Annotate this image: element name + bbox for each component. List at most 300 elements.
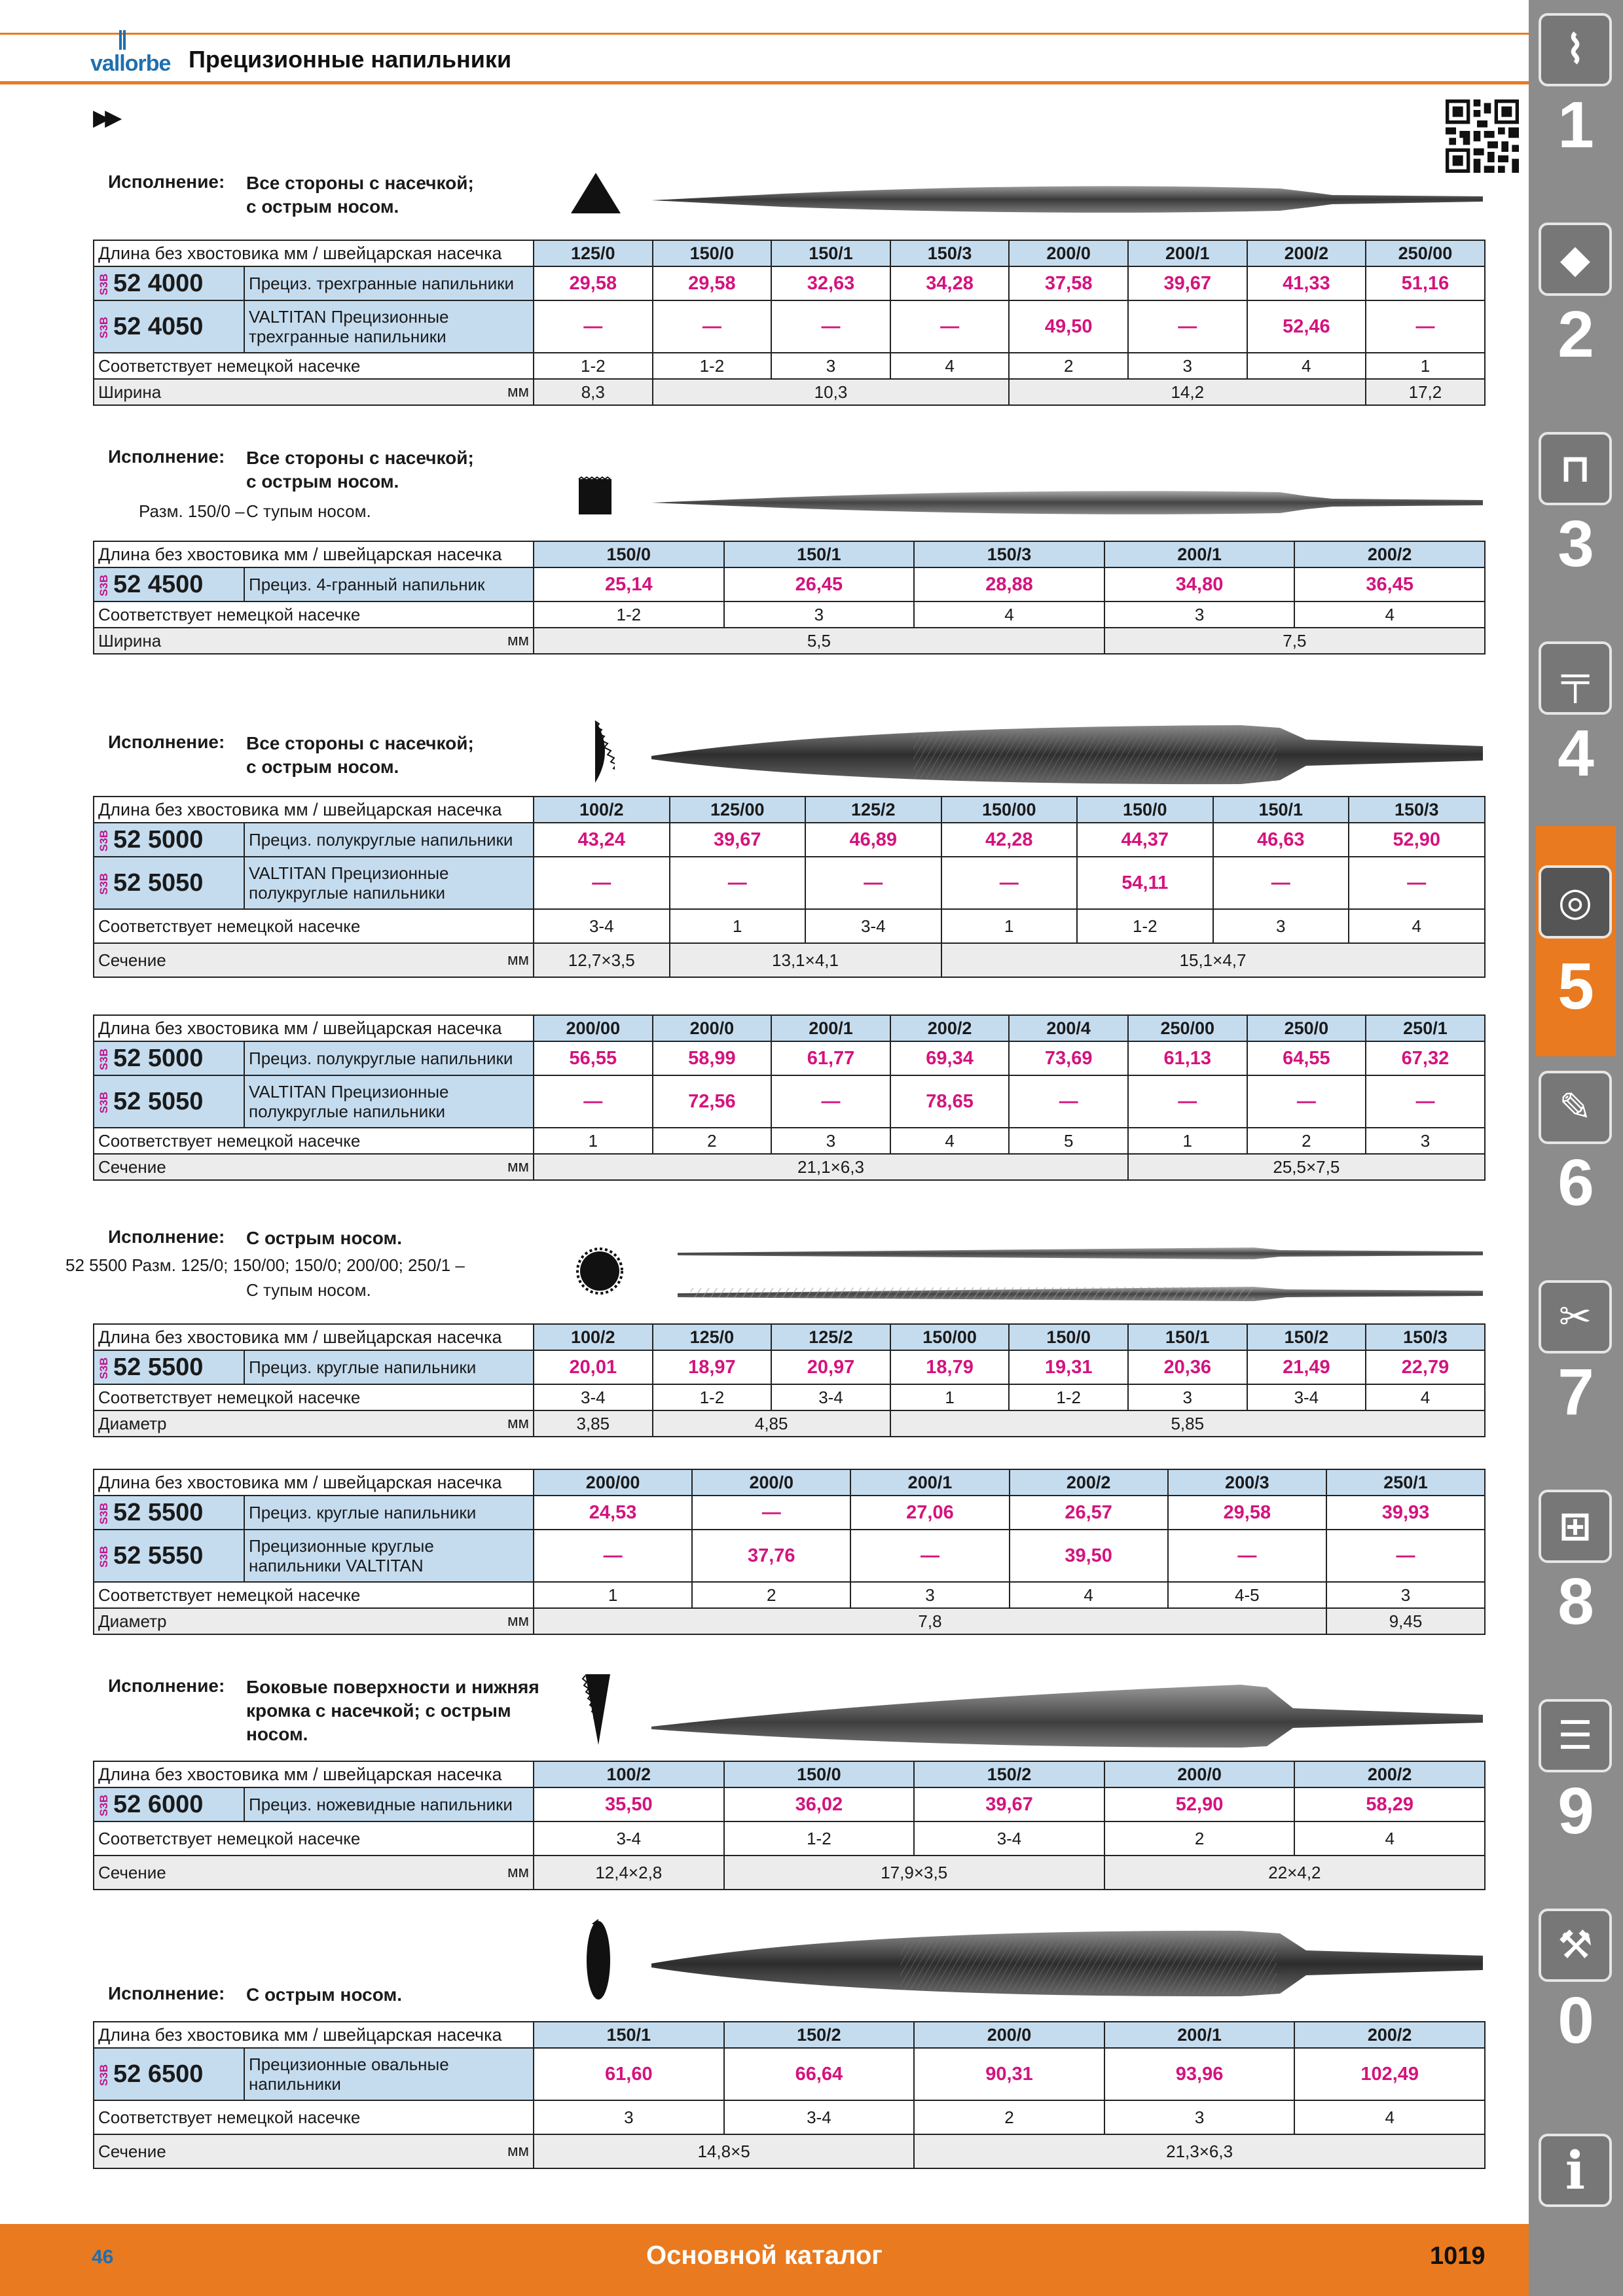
product-name: Прецизионные овальные напильники [244, 2048, 534, 2100]
category-tab-9[interactable]: ☰ 9 [1536, 1693, 1616, 1889]
category-tab-5[interactable]: ◎ 5 [1536, 826, 1616, 1056]
article-number[interactable]: S3B 52 5550 [94, 1530, 244, 1582]
german-cut-label: Соответствует немецкой насечке [94, 2100, 534, 2134]
price-cell: 46,89 [805, 823, 941, 857]
german-cut-value: 4 [1294, 1821, 1485, 1856]
article-number[interactable]: S3B 52 5050 [94, 1075, 244, 1128]
dimension-value: 5,5 [534, 628, 1104, 654]
category-tab-info[interactable] [1536, 2127, 1616, 2225]
german-cut-value: 4 [890, 353, 1010, 379]
size-cell: 200/2 [1010, 1469, 1168, 1496]
german-cut-label: Соответствует немецкой насечке [94, 1384, 534, 1410]
product-name: VALTITAN Прецизионные полукруглые напильники [244, 1075, 534, 1128]
price-cell: 32,63 [771, 266, 890, 300]
price-cell: 29,58 [653, 266, 772, 300]
german-cut-value: 3 [1326, 1582, 1485, 1608]
dimension-label: Сечение [94, 1154, 475, 1180]
size-cell: 250/00 [1128, 1015, 1247, 1041]
article-number[interactable]: S3B 52 4500 [94, 567, 244, 601]
german-cut-value: 2 [1247, 1128, 1366, 1154]
size-cell: 250/1 [1326, 1469, 1485, 1496]
price-cell: 39,67 [670, 823, 806, 857]
size-cell: 200/1 [771, 1015, 890, 1041]
product-name: VALTITAN Прецизионные трехгранные напильники [244, 300, 534, 353]
oval-profile-icon [581, 1918, 615, 2003]
square-file-image [651, 483, 1483, 522]
category-tab-4[interactable]: ╤ 4 [1536, 635, 1616, 831]
german-cut-value: 3 [1104, 601, 1295, 628]
price-cell: 29,58 [1168, 1496, 1326, 1530]
price-cell: — [1128, 300, 1247, 353]
price-cell: 54,11 [1077, 857, 1213, 909]
german-cut-value: 1 [890, 1384, 1010, 1410]
german-cut-value: 1 [534, 1582, 692, 1608]
price-cell: 44,37 [1077, 823, 1213, 857]
size-cell: 200/2 [1294, 2022, 1485, 2048]
german-cut-value: 1 [941, 909, 1078, 943]
german-cut-label: Соответствует немецкой насечке [94, 909, 534, 943]
size-cell: 150/1 [771, 240, 890, 266]
german-cut-value: 2 [914, 2100, 1104, 2134]
german-cut-value: 3 [1128, 1384, 1247, 1410]
price-cell: — [1128, 1075, 1247, 1128]
length-header: Длина без хвостовика мм / швейцарская насечка [94, 1761, 534, 1787]
product-name: Прециз. трехгранные напильники [244, 266, 534, 300]
spec-label: Исполнение: [108, 446, 225, 467]
article-number[interactable]: S3B 52 5000 [94, 1041, 244, 1075]
german-cut-value: 3 [534, 2100, 724, 2134]
german-cut-value: 3 [724, 601, 915, 628]
product-name: Прециз. 4-гранный напильник [244, 567, 534, 601]
size-cell: 150/3 [890, 240, 1010, 266]
product-name: Прециз. полукруглые напильники [244, 823, 534, 857]
price-cell: 20,97 [771, 1350, 890, 1384]
price-cell: 61,13 [1128, 1041, 1247, 1075]
price-cell: — [534, 300, 653, 353]
price-cell: 49,50 [1009, 300, 1128, 353]
price-cell: 20,01 [534, 1350, 653, 1384]
price-cell: 39,50 [1010, 1530, 1168, 1582]
cabinet-icon: ☰ [1539, 1699, 1612, 1772]
price-cell: 26,45 [724, 567, 915, 601]
page-number-left: 46 [92, 2246, 114, 2268]
german-cut-value: 4 [914, 601, 1104, 628]
size-cell: 200/1 [1128, 240, 1247, 266]
price-cell: 78,65 [890, 1075, 1010, 1128]
price-cell: 61,60 [534, 2048, 724, 2100]
category-tab-0[interactable]: ⚒ 0 [1536, 1902, 1616, 2098]
price-cell: 72,56 [653, 1075, 772, 1128]
german-cut-value: 4 [1366, 1384, 1485, 1410]
unit-label: мм [475, 2134, 534, 2168]
footer-title: Основной каталог [646, 2241, 883, 2270]
size-cell: 200/2 [1247, 240, 1366, 266]
size-cell: 100/2 [534, 1324, 653, 1350]
size-cell: 150/3 [1366, 1324, 1485, 1350]
price-cell: — [771, 1075, 890, 1128]
spec-text: С острым носом. [246, 1984, 402, 2005]
price-cell: 93,96 [1104, 2048, 1295, 2100]
price-cell: 18,97 [653, 1350, 772, 1384]
safety-gear-icon: ⚒ [1539, 1909, 1612, 1982]
size-cell: 150/0 [724, 1761, 915, 1787]
german-cut-value: 1-2 [534, 601, 724, 628]
insert-icon: ◆ [1539, 223, 1612, 296]
german-cut-value: 4 [1010, 1582, 1168, 1608]
spec-text: С острым носом. [246, 1228, 402, 1248]
price-cell: 35,50 [534, 1787, 724, 1821]
article-number[interactable]: S3B 52 5000 [94, 823, 244, 857]
price-cell: 39,67 [1128, 266, 1247, 300]
price-table-525500-b [93, 1469, 1486, 1635]
spec-text: Все стороны с насечкой; с острым носом. [246, 448, 474, 492]
size-cell: 250/0 [1247, 1015, 1366, 1041]
size-cell: 200/2 [1294, 541, 1485, 567]
price-cell: 24,53 [534, 1496, 692, 1530]
caliper-icon: ╤ [1539, 641, 1612, 715]
spec-label: Исполнение: [108, 171, 225, 192]
dimension-label: Диаметр [94, 1410, 475, 1437]
category-tab-7[interactable]: ✂ 7 [1536, 1274, 1616, 1470]
size-cell: 150/1 [534, 2022, 724, 2048]
dimension-value: 14,8×5 [534, 2134, 914, 2168]
triangle-profile-icon [570, 170, 622, 216]
price-cell: 25,14 [534, 567, 724, 601]
size-cell: 125/2 [771, 1324, 890, 1350]
article-number[interactable]: S3B 52 6500 [94, 2048, 244, 2100]
dimension-value: 5,85 [890, 1410, 1485, 1437]
size-cell: 125/00 [670, 797, 806, 823]
price-cell: — [1366, 1075, 1485, 1128]
dimension-value: 15,1×4,7 [941, 943, 1485, 977]
size-cell: 200/0 [692, 1469, 850, 1496]
header-top-rule [0, 33, 1529, 35]
round-files-image [678, 1241, 1483, 1306]
price-cell: 56,55 [534, 1041, 653, 1075]
drill-bit-icon: ⌇ [1539, 13, 1612, 86]
product-name: Прециз. круглые напильники [244, 1350, 534, 1384]
size-cell: 150/0 [1009, 1324, 1128, 1350]
german-cut-value: 3-4 [805, 909, 941, 943]
price-cell: — [1168, 1530, 1326, 1582]
dimension-value: 9,45 [1326, 1608, 1485, 1634]
article-number[interactable]: S3B 52 6000 [94, 1787, 244, 1821]
dimension-value: 17,2 [1366, 379, 1485, 405]
product-name: VALTITAN Прецизионные полукруглые напильники [244, 857, 534, 909]
price-cell: — [771, 300, 890, 353]
article-number[interactable]: S3B 52 4000 [94, 266, 244, 300]
price-cell: 41,33 [1247, 266, 1366, 300]
german-cut-value: 4 [1294, 2100, 1485, 2134]
forward-arrows-icon: ▶▶ [93, 105, 117, 130]
category-tab-6[interactable]: ✎ 6 [1536, 1064, 1616, 1261]
dimension-label: Сечение [94, 2134, 475, 2168]
price-cell: 39,93 [1326, 1496, 1485, 1530]
info-icon: i [1539, 2134, 1612, 2207]
german-cut-value: 1 [1128, 1128, 1247, 1154]
price-cell: 73,69 [1009, 1041, 1128, 1075]
article-number[interactable]: S3B 52 5500 [94, 1350, 244, 1384]
price-cell: — [1366, 300, 1485, 353]
dimension-value: 12,4×2,8 [534, 1856, 724, 1890]
price-table-525000-a [93, 796, 1486, 978]
size-cell: 150/1 [724, 541, 915, 567]
german-cut-value: 2 [653, 1128, 772, 1154]
price-cell: 90,31 [914, 2048, 1104, 2100]
price-cell: 52,46 [1247, 300, 1366, 353]
german-cut-value: 4 [1349, 909, 1485, 943]
dimension-label: Диаметр [94, 1608, 475, 1634]
half-round-file-image [651, 720, 1483, 792]
size-cell: 150/3 [1349, 797, 1485, 823]
price-cell: — [534, 1530, 692, 1582]
price-cell: — [941, 857, 1078, 909]
header-rule [0, 81, 1529, 84]
german-cut-value: 4 [1247, 353, 1366, 379]
size-cell: 200/1 [1104, 2022, 1295, 2048]
spec-label: Исполнение: [108, 1676, 225, 1696]
dimension-label: Ширина [94, 628, 475, 654]
german-cut-value: 2 [1009, 353, 1128, 379]
page-number-right: 1019 [1430, 2242, 1486, 2270]
price-cell: — [805, 857, 941, 909]
size-cell: 150/0 [534, 541, 724, 567]
price-cell: 102,49 [1294, 2048, 1485, 2100]
price-cell: 28,88 [914, 567, 1104, 601]
article-number[interactable]: S3B 52 4050 [94, 300, 244, 353]
price-cell: 34,28 [890, 266, 1010, 300]
spec-note: С тупым носом. [246, 1280, 371, 1300]
price-cell: — [534, 1075, 653, 1128]
dimension-value: 7,5 [1104, 628, 1485, 654]
spec-label: Исполнение: [108, 1983, 225, 2003]
unit-label: мм [475, 1410, 534, 1437]
price-cell: — [890, 300, 1010, 353]
length-header: Длина без хвостовика мм / швейцарская насечка [94, 1324, 534, 1350]
dimension-value: 3,85 [534, 1410, 653, 1437]
price-cell: 58,99 [653, 1041, 772, 1075]
size-cell: 150/0 [653, 240, 772, 266]
german-cut-label: Соответствует немецкой насечке [94, 1128, 534, 1154]
german-cut-label: Соответствует немецкой насечке [94, 1582, 534, 1608]
knife-file-image [651, 1682, 1483, 1754]
dimension-value: 12,7×3,5 [534, 943, 670, 977]
size-cell: 150/00 [941, 797, 1078, 823]
size-cell: 150/3 [914, 541, 1104, 567]
german-cut-value: 1-2 [534, 353, 653, 379]
price-cell: 37,58 [1009, 266, 1128, 300]
price-cell: 46,63 [1213, 823, 1349, 857]
price-cell: — [850, 1530, 1009, 1582]
price-cell: — [1213, 857, 1349, 909]
price-cell: 29,58 [534, 266, 653, 300]
unit-label: мм [475, 943, 534, 977]
price-cell: 61,77 [771, 1041, 890, 1075]
german-cut-value: 4 [890, 1128, 1010, 1154]
dimension-value: 21,3×6,3 [914, 2134, 1485, 2168]
price-cell: 66,64 [724, 2048, 915, 2100]
size-cell: 150/2 [914, 1761, 1104, 1787]
category-tab-2[interactable]: ◆ 2 [1536, 216, 1616, 412]
price-cell: — [534, 857, 670, 909]
size-cell: 200/2 [890, 1015, 1010, 1041]
price-cell: 52,90 [1104, 1787, 1295, 1821]
size-cell: 200/2 [1294, 1761, 1485, 1787]
price-cell: 36,45 [1294, 567, 1485, 601]
dimension-value: 25,5×7,5 [1128, 1154, 1485, 1180]
german-cut-value: 3 [850, 1582, 1009, 1608]
size-cell: 125/2 [805, 797, 941, 823]
size-cell: 200/00 [534, 1015, 653, 1041]
triangular-file-image [651, 177, 1483, 223]
price-cell: 22,79 [1366, 1350, 1485, 1384]
price-cell: 51,16 [1366, 266, 1485, 300]
price-cell: — [1326, 1530, 1485, 1582]
price-cell: 21,49 [1247, 1350, 1366, 1384]
german-cut-value: 1-2 [724, 1821, 915, 1856]
price-table-526000 [93, 1761, 1486, 1890]
size-cell: 150/1 [1128, 1324, 1247, 1350]
german-cut-value: 1 [1366, 353, 1485, 379]
german-cut-label: Соответствует немецкой насечке [94, 601, 534, 628]
price-cell: — [1247, 1075, 1366, 1128]
german-cut-value: 5 [1009, 1128, 1128, 1154]
dimension-value: 7,8 [534, 1608, 1326, 1634]
dimension-value: 22×4,2 [1104, 1856, 1485, 1890]
spec-note-label: 52 5500 Разм. 125/0; 150/00; 150/0; 200/00; 250/1 – [65, 1255, 465, 1275]
price-cell: 18,79 [890, 1350, 1010, 1384]
german-cut-value: 3 [1128, 353, 1247, 379]
spec-text: Все стороны с насечкой; с острым носом. [246, 173, 474, 217]
dimension-value: 10,3 [653, 379, 1010, 405]
price-cell: 27,06 [850, 1496, 1009, 1530]
size-cell: 125/0 [534, 240, 653, 266]
size-cell: 200/0 [1009, 240, 1128, 266]
square-profile-icon [576, 476, 614, 517]
tool-holder-icon: ⊓ [1539, 432, 1612, 505]
german-cut-value: 3-4 [1247, 1384, 1366, 1410]
german-cut-value: 1 [534, 1128, 653, 1154]
german-cut-value: 1 [670, 909, 806, 943]
spec-note-label: Разм. 150/0 – [139, 501, 245, 521]
spec-text: Боковые поверхности и нижняя кромка с насечкой; с острым носом. [246, 1677, 539, 1744]
price-cell: — [1009, 1075, 1128, 1128]
size-cell: 200/1 [850, 1469, 1009, 1496]
size-cell: 150/1 [1213, 797, 1349, 823]
german-cut-value: 3-4 [534, 909, 670, 943]
unit-label: мм [475, 1856, 534, 1890]
price-cell: 43,24 [534, 823, 670, 857]
german-cut-value: 3-4 [534, 1821, 724, 1856]
length-header: Длина без хвостовика мм / швейцарская насечка [94, 2022, 534, 2048]
german-cut-value: 3-4 [771, 1384, 890, 1410]
dimension-value: 4,85 [653, 1410, 890, 1437]
article-number[interactable]: S3B 52 5050 [94, 857, 244, 909]
length-header: Длина без хвостовика мм / швейцарская насечка [94, 541, 534, 567]
unit-label: мм [475, 379, 534, 405]
category-tab-3[interactable]: ⊓ 3 [1536, 425, 1616, 622]
german-cut-value: 1-2 [1009, 1384, 1128, 1410]
price-table-524500 [93, 541, 1486, 655]
price-cell: 37,76 [692, 1530, 850, 1582]
size-cell: 200/0 [1104, 1761, 1295, 1787]
product-name: Прециз. круглые напильники [244, 1496, 534, 1530]
price-table-526500 [93, 2021, 1486, 2169]
dimension-value: 13,1×4,1 [670, 943, 941, 977]
german-cut-value: 1-2 [1077, 909, 1213, 943]
round-profile-icon [576, 1247, 623, 1295]
german-cut-value: 3-4 [914, 1821, 1104, 1856]
unit-label: мм [475, 628, 534, 654]
dimension-value: 14,2 [1009, 379, 1366, 405]
size-cell: 150/2 [1247, 1324, 1366, 1350]
saw-disc-icon: ◎ [1539, 865, 1612, 939]
size-cell: 200/0 [914, 2022, 1104, 2048]
article-number[interactable]: S3B 52 5500 [94, 1496, 244, 1530]
length-header: Длина без хвостовика мм / швейцарская насечка [94, 240, 534, 266]
price-cell: 26,57 [1010, 1496, 1168, 1530]
workbench-icon: ⊞ [1539, 1490, 1612, 1563]
length-header: Длина без хвостовика мм / швейцарская насечка [94, 1469, 534, 1496]
unit-label: мм [475, 1154, 534, 1180]
oval-file-image [651, 1924, 1483, 2003]
price-cell: — [670, 857, 806, 909]
price-cell: 36,02 [724, 1787, 915, 1821]
unit-label: мм [475, 1608, 534, 1634]
price-table-525500-a [93, 1323, 1486, 1437]
german-cut-value: 4-5 [1168, 1582, 1326, 1608]
product-name: Прецизионные круглые напильники VALTITAN [244, 1530, 534, 1582]
half-round-profile-icon [586, 719, 615, 784]
size-cell: 250/1 [1366, 1015, 1485, 1041]
category-tab-8[interactable]: ⊞ 8 [1536, 1483, 1616, 1679]
german-cut-label: Соответствует немецкой насечке [94, 1821, 534, 1856]
price-cell: 34,80 [1104, 567, 1295, 601]
dimension-value: 17,9×3,5 [724, 1856, 1104, 1890]
price-cell: 19,31 [1009, 1350, 1128, 1384]
german-cut-value: 2 [1104, 1821, 1295, 1856]
qr-code-icon[interactable] [1446, 99, 1519, 173]
german-cut-value: 3 [1213, 909, 1349, 943]
dimension-value: 8,3 [534, 379, 653, 405]
german-cut-value: 1-2 [653, 1384, 772, 1410]
price-cell: 52,90 [1349, 823, 1485, 857]
size-cell: 200/1 [1104, 541, 1295, 567]
dimension-label: Сечение [94, 943, 475, 977]
dimension-label: Ширина [94, 379, 475, 405]
product-name: Прециз. ножевидные напильники [244, 1787, 534, 1821]
german-cut-value: 4 [1294, 601, 1485, 628]
vallorbe-logo: vallorbe [90, 30, 179, 80]
spec-note: С тупым носом. [246, 501, 371, 521]
german-cut-value: 2 [692, 1582, 850, 1608]
price-cell: 64,55 [1247, 1041, 1366, 1075]
price-cell: — [1349, 857, 1485, 909]
size-cell: 150/2 [724, 2022, 915, 2048]
german-cut-value: 3 [771, 353, 890, 379]
german-cut-label: Соответствует немецкой насечке [94, 353, 534, 379]
german-cut-value: 3 [771, 1128, 890, 1154]
price-cell: 42,28 [941, 823, 1078, 857]
price-cell: — [653, 300, 772, 353]
category-tab-1[interactable]: ⌇ 1 [1536, 7, 1616, 203]
length-header: Длина без хвостовика мм / швейцарская насечка [94, 1015, 534, 1041]
german-cut-value: 3 [1104, 2100, 1295, 2134]
dimension-label: Сечение [94, 1856, 475, 1890]
price-cell: 69,34 [890, 1041, 1010, 1075]
knife-profile-icon [581, 1673, 614, 1746]
price-cell: 67,32 [1366, 1041, 1485, 1075]
